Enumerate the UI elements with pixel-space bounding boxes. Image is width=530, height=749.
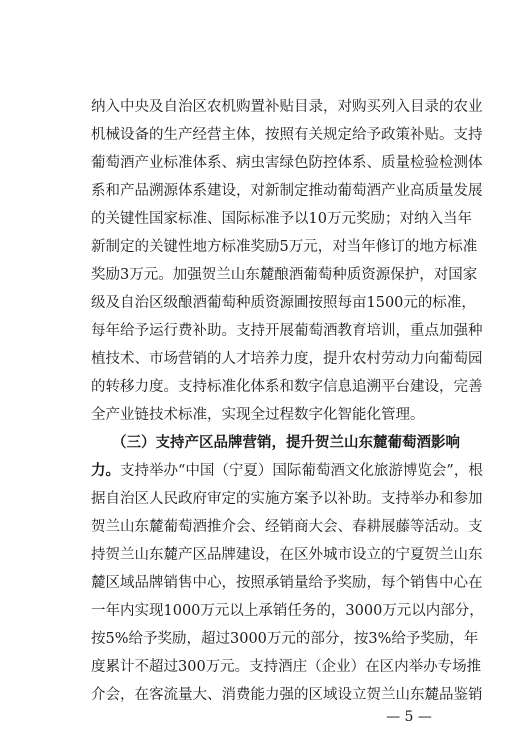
body-line: 介会，在客流量大、消费能力强的区域设立贺兰山东麓品鉴销 — [91, 687, 483, 703]
body-line: 度累计不超过300万元。支持酒庄（企业）在区内举办专场推 — [91, 659, 482, 675]
body-line: 贺兰山东麓葡萄酒推介会、经销商大会、春耕展藤等活动。支 — [91, 519, 483, 535]
body-text: 支持举办“中国（宁夏）国际葡萄酒文化旅游博览会”，根 — [120, 463, 483, 479]
body-line: 植技术、市场营销的人才培养力度，提升农村劳动力向葡萄园 — [91, 351, 483, 367]
body-line: 麓区域品牌销售中心，按照承销量给予奖励，每个销售中心在 — [91, 575, 483, 591]
body-line: 新制定的关键性地方标准奖励5万元，对当年修订的地方标准 — [91, 239, 478, 255]
body-line: 级及自治区级酿酒葡萄种质资源圃按照每亩1500元的标准， — [91, 295, 476, 311]
body-line: 机械设备的生产经营主体，按照有关规定给予政策补贴。支持 — [91, 127, 483, 143]
heading-continuation-line — [91, 458, 483, 484]
section-heading: （三）支持产区品牌营销，提升贺兰山东麓葡萄酒影响 — [112, 435, 460, 451]
section-heading-end: 力。 — [91, 463, 120, 479]
body-line: 纳入中央及自治区农机购置补贴目录，对购买列入目录的农业 — [91, 99, 483, 115]
body-line: 的转移力度。支持标准化体系和数字信息追溯平台建设，完善 — [91, 379, 483, 395]
body-line: 葡萄酒产业标准体系、病虫害绿色防控体系、质量检验检测体 — [91, 155, 483, 171]
body-line: 按5%给予奖励，超过3000万元的部分，按3%给予奖励，年 — [91, 631, 479, 647]
body-line: 奖励3万元。加强贺兰山东麓酿酒葡萄种质资源保护，对国家 — [91, 267, 478, 283]
body-line: 全产业链技术标准，实现全过程数字化智能化管理。 — [91, 407, 425, 423]
body-line: 一年内实现1000万元以上承销任务的，3000万元以内部分， — [91, 603, 484, 619]
body-line: 据自治区人民政府审定的实施方案予以补助。支持举办和参加 — [91, 491, 483, 507]
body-line: 持贺兰山东麓产区品牌建设，在区外城市设立的宁夏贺兰山东 — [91, 547, 483, 563]
body-line: 的关键性国家标准、国际标准予以10万元奖励；对纳入当年 — [91, 211, 472, 227]
page-number: — 5 — — [386, 709, 432, 725]
body-line: 每年给予运行费补助。支持开展葡萄酒教育培训，重点加强种 — [91, 323, 483, 339]
body-line: 系和产品溯源体系建设，对新制定推动葡萄酒产业高质量发展 — [91, 183, 483, 199]
